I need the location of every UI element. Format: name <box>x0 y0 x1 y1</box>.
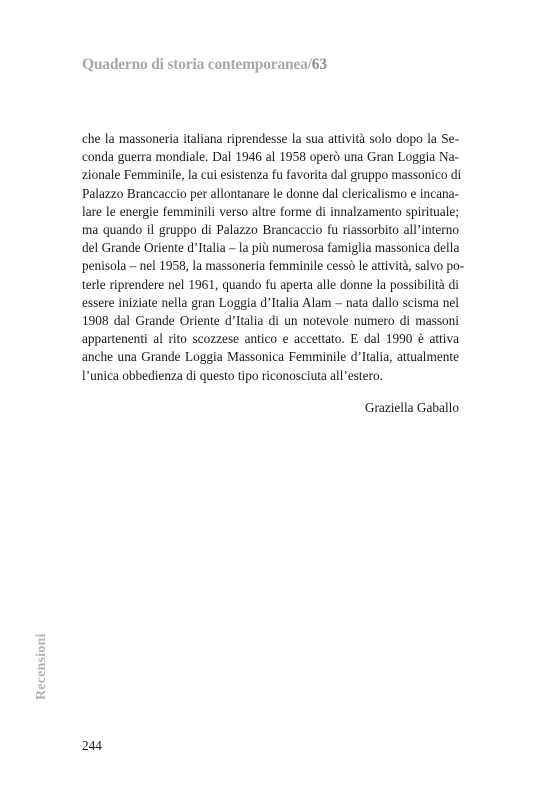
body-line: ma quando il gruppo di Palazzo Brancaccio fu riassorbito all’interno <box>82 222 459 238</box>
body-line: anche una Grande Loggia Massonica Femminile d’Italia, attualmente <box>82 349 459 365</box>
body-line: l’unica obbedienza di questo tipo riconosciuta all’estero. <box>82 367 383 383</box>
page-number: 244 <box>82 738 102 753</box>
body-line: terle riprendere nel 1961, quando fu aperta alle donne la possibilità di <box>82 276 459 292</box>
journal-title: Quaderno di storia contemporanea/ <box>82 56 312 73</box>
review-body-text <box>82 130 465 385</box>
issue-number: 63 <box>311 56 327 73</box>
author-signature: Graziella Gaballo <box>364 400 459 415</box>
body-line: conda guerra mondiale. Dal 1946 al 1958 operò una Gran Loggia Na- <box>82 149 459 165</box>
section-side-label: Recensioni <box>34 633 49 700</box>
body-line: Palazzo Brancaccio per allontanare le donne dal clericalismo e incana- <box>82 185 459 201</box>
body-line: essere iniziate nella gran Loggia d’Italia Alam – nata dallo scisma nel <box>82 294 459 310</box>
body-line: penisola – nel 1958, la massoneria femminile cessò le attività, salvo po- <box>82 258 465 274</box>
body-line: appartenenti al rito scozzese antico e accettato. E dal 1990 è attiva <box>82 331 459 347</box>
body-line: del Grande Oriente d’Italia – la più numerosa famiglia massonica della <box>82 240 460 256</box>
body-line: zionale Femminile, la cui esistenza fu favorita dal gruppo massonico di <box>82 167 462 183</box>
body-line: lare le energie femminili verso altre forme di innalzamento spirituale; <box>82 203 459 219</box>
body-line: che la massoneria italiana riprendesse la sua attività solo dopo la Se- <box>82 131 459 146</box>
body-line: 1908 dal Grande Oriente d’Italia di un notevole numero di massoni <box>82 313 459 329</box>
running-header <box>82 56 327 74</box>
